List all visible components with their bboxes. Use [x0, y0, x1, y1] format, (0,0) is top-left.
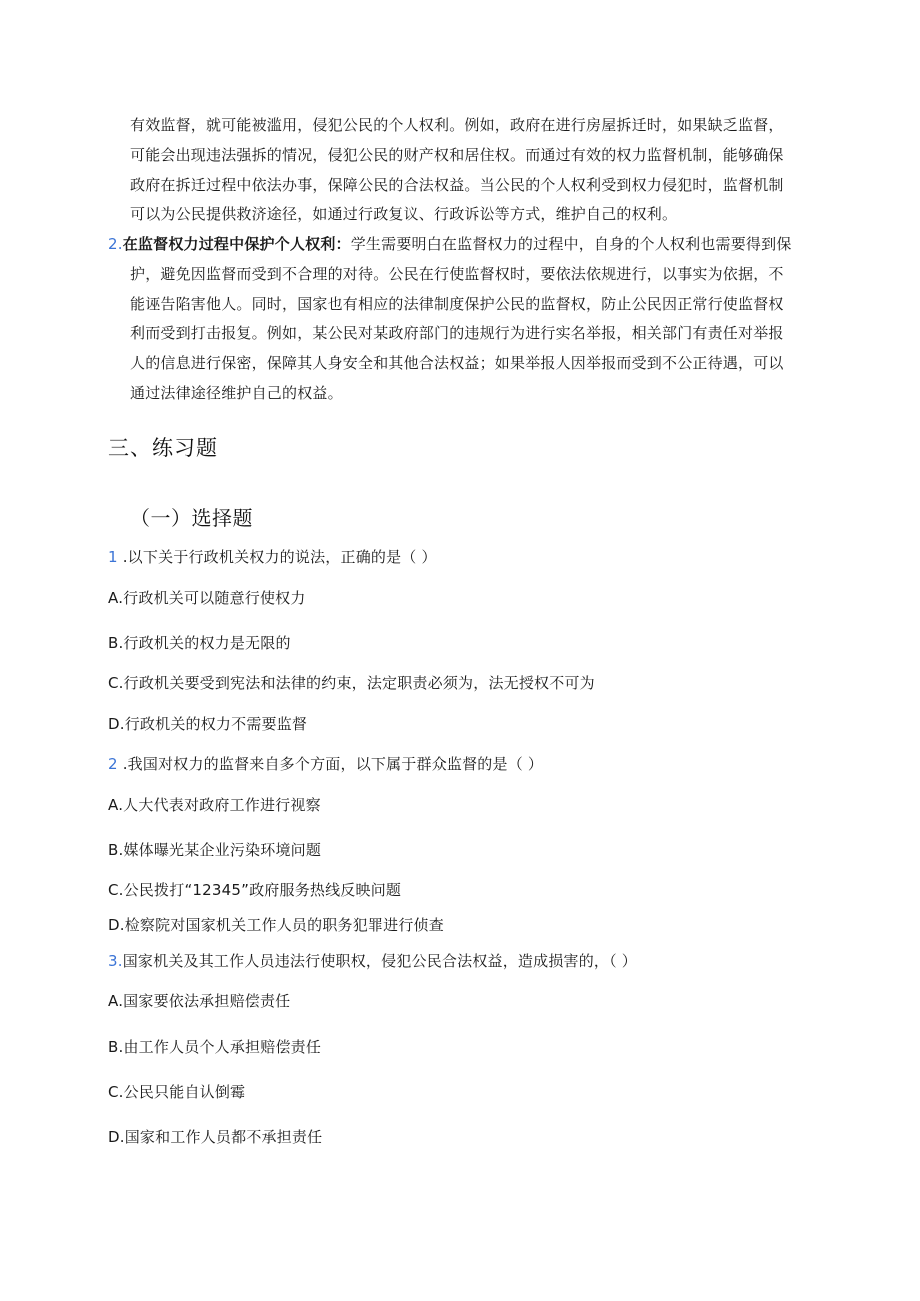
list-item-heading: 在监督权力过程中保护个人权利：	[122, 235, 351, 253]
question-1-option-d: D.行政机关的权力不需要监督	[108, 715, 308, 733]
list-number: 2.	[108, 235, 123, 253]
question-1-option-b: B.行政机关的权力是无限的	[108, 634, 291, 652]
question-3-option-d: D.国家和工作人员都不承担责任	[108, 1128, 323, 1146]
question-number: 1	[108, 548, 118, 566]
question-2-option-a: A.人大代表对政府工作进行视察	[108, 796, 321, 814]
question-1-option-a: A.行政机关可以随意行使权力	[108, 589, 306, 607]
question-number: 2	[108, 755, 118, 773]
paragraph-line: 有效监督，就可能被滥用，侵犯公民的个人权利。例如，政府在进行房屋拆迁时，如果缺乏监督，	[130, 116, 784, 134]
question-text: .我国对权力的监督来自多个方面，以下属于群众监督的是（ ）	[117, 755, 544, 773]
question-2	[108, 753, 543, 774]
question-3-option-c: C.公民只能自认倒霉	[108, 1083, 246, 1101]
question-2-option-b: B.媒体曝光某企业污染环境问题	[108, 841, 322, 859]
list-item-body	[108, 260, 802, 409]
paragraph-line: 政府在拆迁过程中依法办事，保障公民的合法权益。当公民的个人权利受到权力侵犯时，监督机制	[130, 175, 784, 194]
list-item-text: 学生需要明白在监督权力的过程中，自身的个人权利也需要得到保	[350, 235, 792, 253]
paragraph-line: 护，避免因监督而受到不合理的对待。公民在行使监督权时，要依法依规进行，以事实为依据，不	[130, 264, 784, 283]
subsection-heading: （一）选择题	[130, 506, 253, 530]
list-item-first-line	[108, 230, 802, 260]
paragraph-line: 人的信息进行保密，保障其人身安全和其他合法权益；如果举报人因举报而受到不公正待遇，可以	[130, 354, 784, 373]
question-3-option-b: B.由工作人员个人承担赔偿责任	[108, 1038, 322, 1056]
list-item-2	[108, 230, 802, 409]
question-3-option-a: A.国家要依法承担赔偿责任	[108, 992, 291, 1010]
paragraph-line: 通过法律途径维护自己的权益。	[130, 383, 343, 402]
paragraph-line: 利而受到打击报复。例如，某公民对某政府部门的违规行为进行实名举报，相关部门有责任对举报	[130, 324, 784, 343]
question-3	[108, 950, 637, 971]
question-2-option-c: C.公民拨打“12345”政府服务热线反映问题	[108, 881, 402, 899]
continuation-paragraph	[130, 111, 802, 230]
paragraph-line: 可以为公民提供救济途径，如通过行政复议、行政诉讼等方式，维护自己的权利。	[130, 205, 678, 224]
question-1	[108, 546, 437, 567]
paragraph-line: 能诬告陷害他人。同时，国家也有相应的法律制度保护公民的监督权，防止公民因正常行使监督权	[130, 294, 784, 313]
question-text: 国家机关及其工作人员违法行使职权，侵犯公民合法权益，造成损害的，（ ）	[122, 952, 637, 970]
question-number: 3.	[108, 952, 123, 970]
section-heading: 三、练习题	[108, 436, 218, 460]
question-text: .以下关于行政机关权力的说法，正确的是（ ）	[117, 548, 437, 566]
question-1-option-c: C.行政机关要受到宪法和法律的约束，法定职责必须为，法无授权不可为	[108, 674, 595, 692]
question-2-option-d: D.检察院对国家机关工作人员的职务犯罪进行侦查	[108, 916, 444, 934]
paragraph-line: 可能会出现违法强拆的情况，侵犯公民的财产权和居住权。而通过有效的权力监督机制，能够确保	[130, 145, 784, 164]
